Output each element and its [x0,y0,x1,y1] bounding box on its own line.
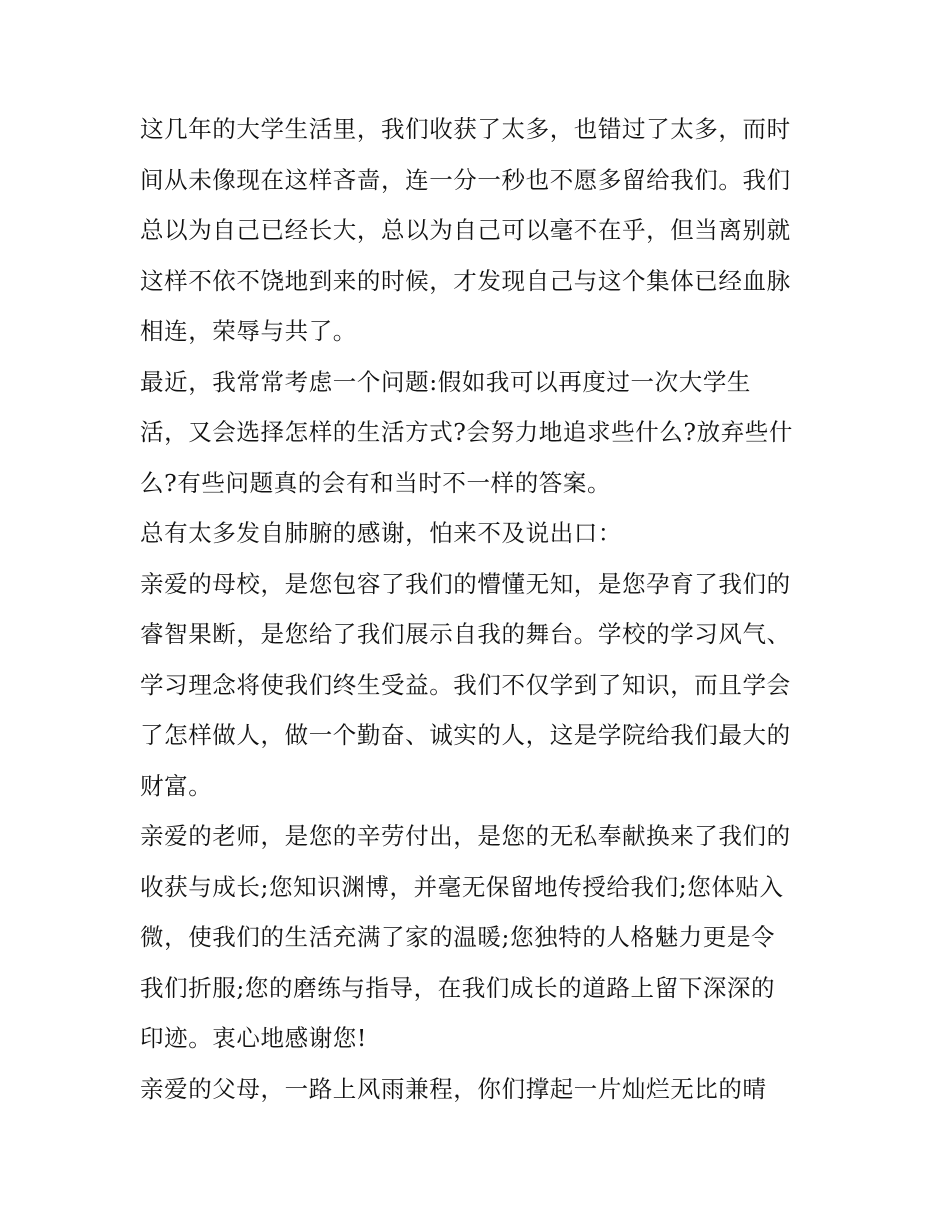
text-line: 印迹。衷心地感谢您! [140,1024,367,1052]
text-line: 我们折服;您的磨练与指导，在我们成长的道路上留下深深的 [140,973,776,1002]
text-line: 亲爱的母校，是您包容了我们的懵懂无知，是您孕育了我们的 [140,569,791,598]
text-line: 了怎样做人，做一个勤奋、诚实的人，这是学院给我们最大的 [140,721,791,749]
text-line: 亲爱的老师，是您的辛劳付出，是您的无私奉献换来了我们的 [140,822,791,850]
text-line: 财富。 [140,771,213,800]
text-line: 相连，荣辱与共了。 [140,317,357,345]
text-line: 这几年的大学生活里，我们收获了太多，也错过了太多，而时 [140,115,791,143]
text-line: 总以为自己已经长大，总以为自己可以毫不在乎，但当离别就 [140,216,791,244]
text-line: 间从未像现在这样吝啬，连一分一秒也不愿多留给我们。我们 [140,165,791,194]
text-line: 学习理念将使我们终生受益。我们不仅学到了知识，而且学会 [140,670,791,699]
document-body [140,104,830,1114]
text-line: 么?有些问题真的会有和当时不一样的答案。 [140,468,612,497]
text-line: 这样不依不饶地到来的时候，才发现自己与这个集体已经血脉 [140,266,791,295]
text-line: 睿智果断，是您给了我们展示自我的舞台。学校的学习风气、 [140,620,791,648]
text-line: 最近，我常常考虑一个问题:假如我可以再度过一次大学生 [140,367,752,396]
text-line: 活，又会选择怎样的生活方式?会努力地追求些什么?放弃些什 [140,418,793,446]
text-line: 总有太多发自肺腑的感谢，怕来不及说出口： [140,519,622,547]
text-line: 亲爱的父母，一路上风雨兼程，你们撑起一片灿烂无比的晴 [140,1074,767,1103]
text-line: 收获与成长;您知识渊博，并毫无保留地传授给我们;您体贴入 [140,872,784,901]
text-line: 微，使我们的生活充满了家的温暖;您独特的人格魅力更是令 [140,923,776,951]
